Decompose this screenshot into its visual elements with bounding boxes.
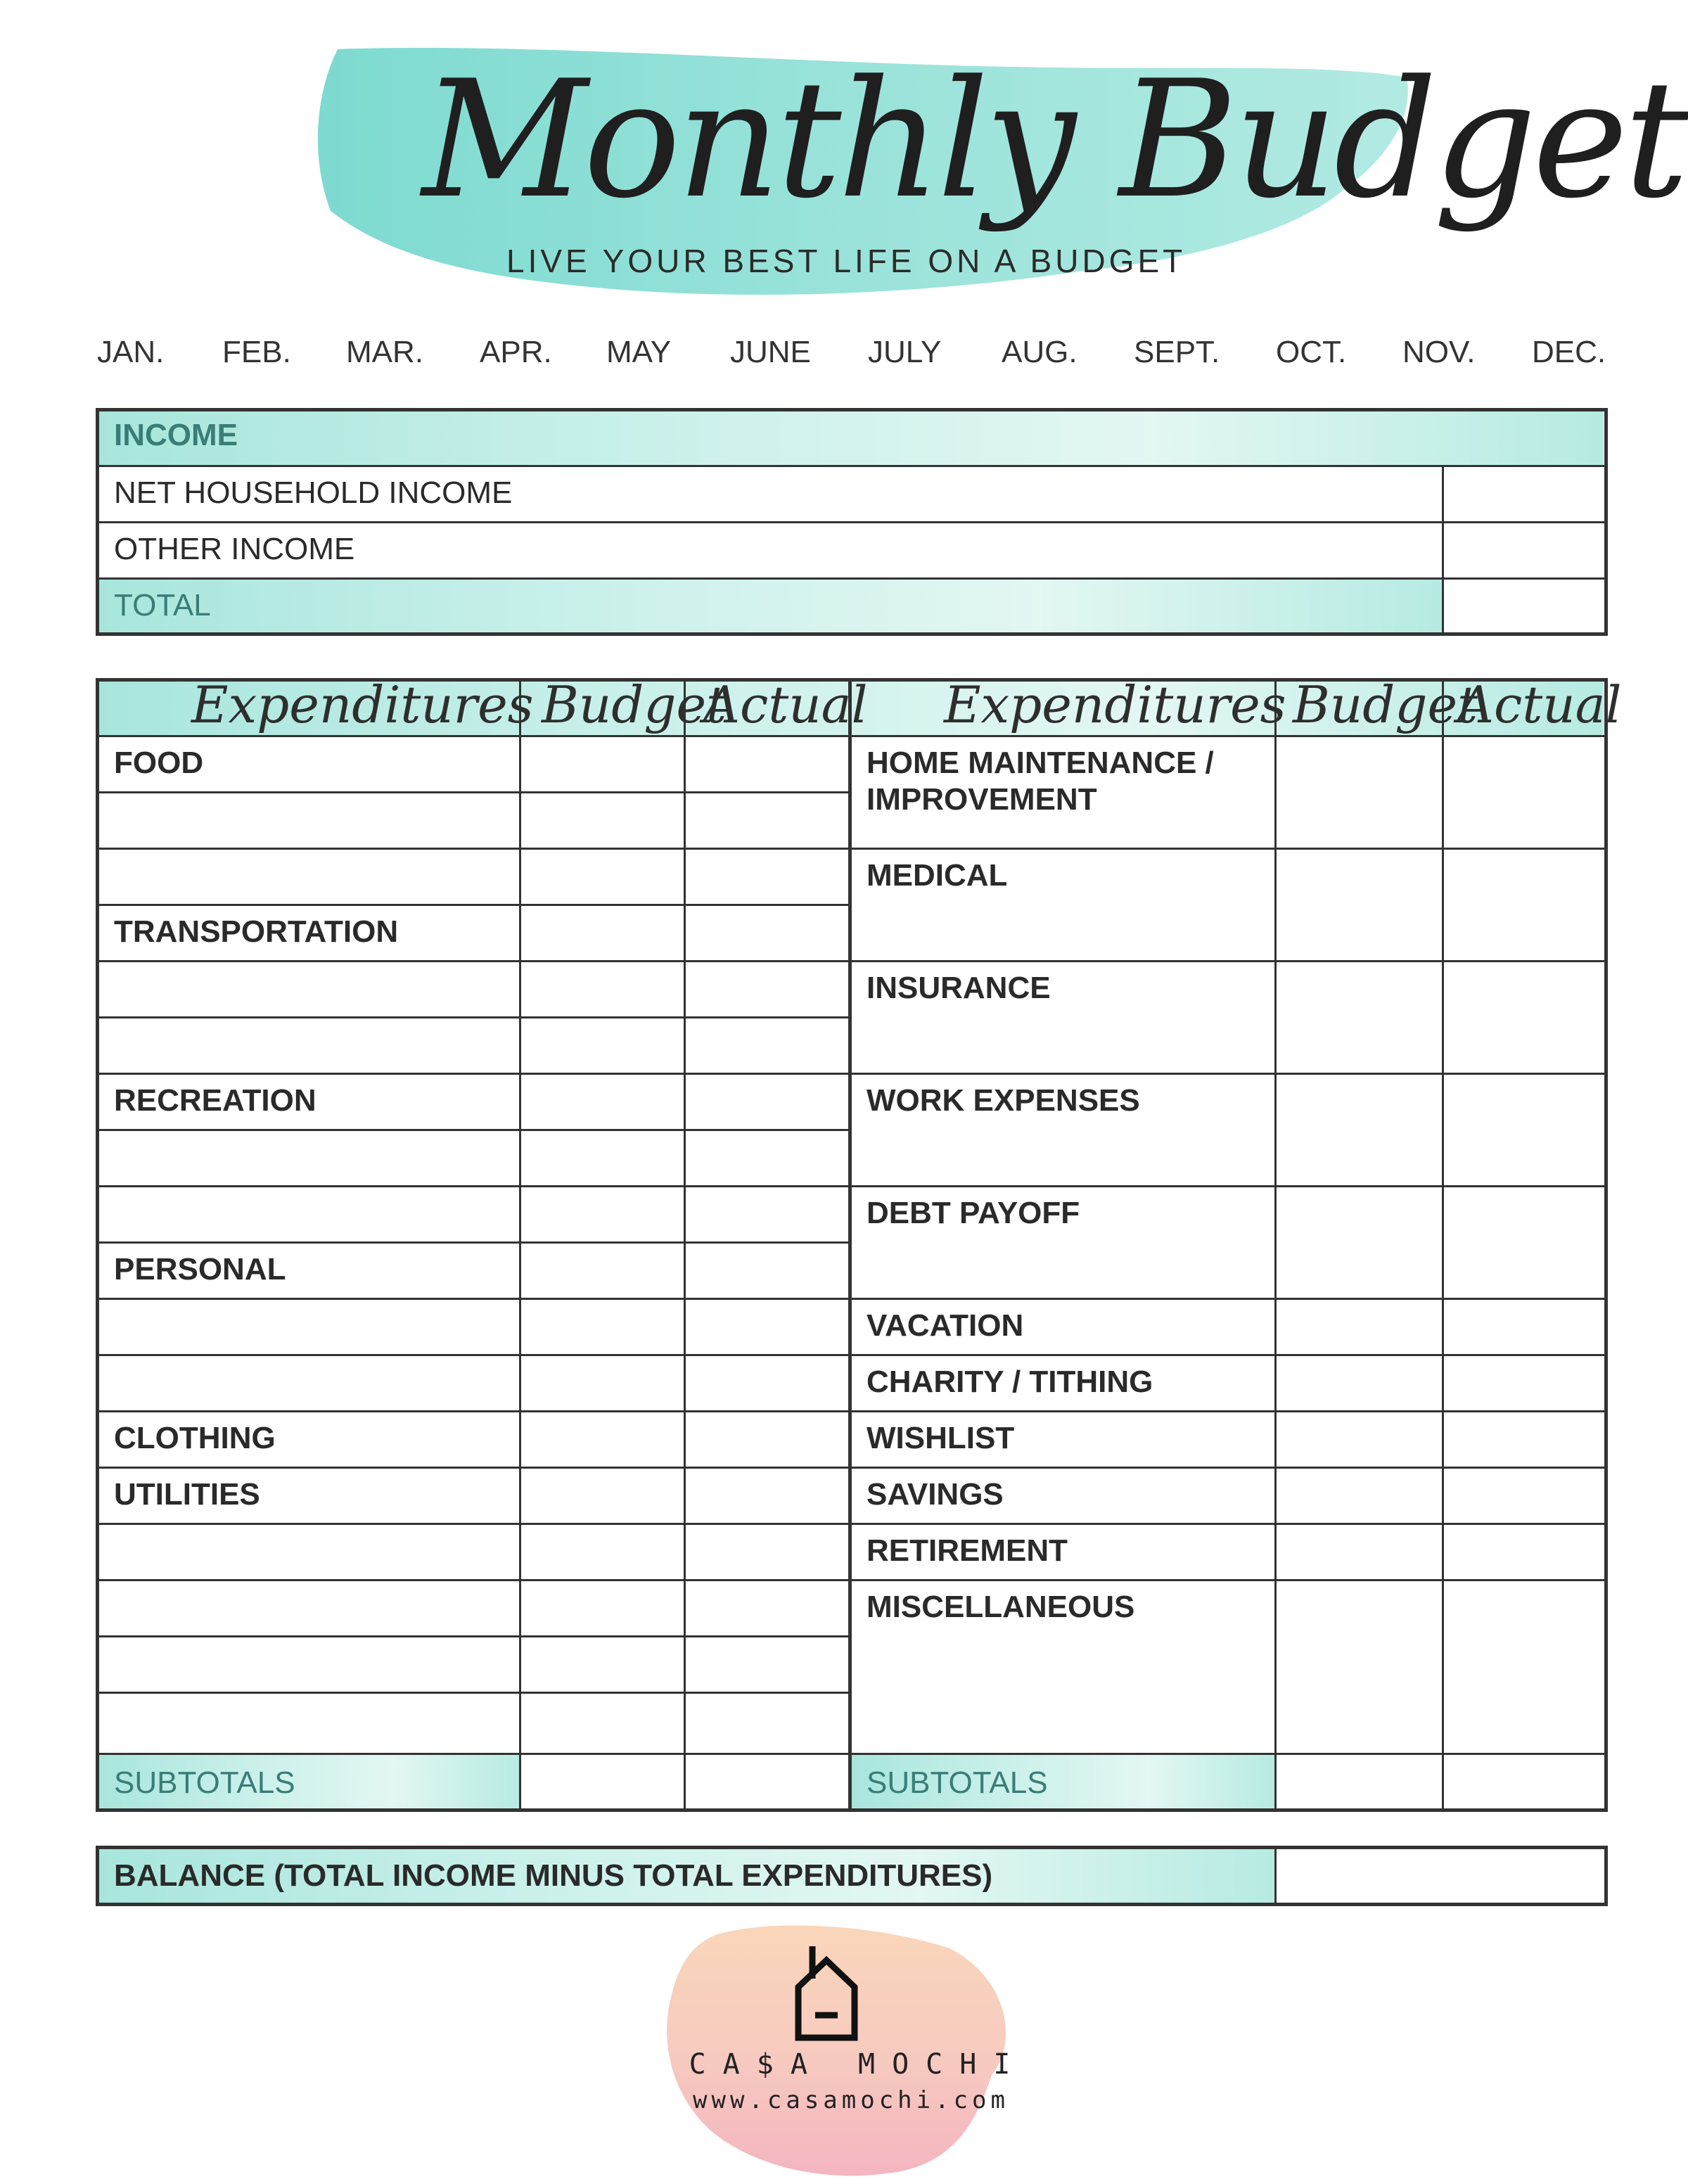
category-debt-payoff: DEBT PAYOFF [867, 1196, 1080, 1230]
row-divider [850, 1467, 1608, 1469]
right-budget-subtotal-field[interactable] [1277, 1755, 1441, 1808]
income-heading: INCOME [114, 418, 238, 452]
category-wishlist: WISHLIST [867, 1421, 1015, 1455]
row-divider [850, 1354, 1608, 1356]
balance-field[interactable] [1277, 1849, 1604, 1903]
month-apr[interactable]: APR. [480, 335, 552, 369]
row-divider [96, 577, 1608, 580]
month-mar[interactable]: MAR. [346, 335, 423, 369]
month-aug[interactable]: AUG. [1002, 335, 1078, 369]
left-expenditures-header: Expenditures [191, 675, 534, 734]
net-household-income-label: NET HOUSEHOLD INCOME [114, 475, 513, 510]
row-divider [96, 1467, 850, 1469]
row-divider [850, 1073, 1608, 1075]
month-oct[interactable]: OCT. [1276, 335, 1347, 369]
left-budget-header: Budget [542, 675, 727, 734]
balance-label: BALANCE (TOTAL INCOME MINUS TOTAL EXPENDITURES) [114, 1858, 993, 1893]
row-divider [96, 1635, 850, 1637]
income-total-field[interactable] [1445, 580, 1604, 632]
right-budget-header: Budget [1293, 675, 1478, 734]
brand-name: CA$A MOCHI [689, 2048, 1028, 2081]
month-may[interactable]: MAY [606, 335, 672, 369]
left-subtotals-label: SUBTOTALS [114, 1765, 295, 1800]
left-actual-subtotal-field[interactable] [686, 1755, 848, 1808]
category-insurance: INSURANCE [867, 971, 1051, 1005]
right-expenditures-header: Expenditures [944, 675, 1286, 734]
right-actual-header: Actual [1457, 675, 1622, 734]
row-divider [96, 1523, 850, 1525]
category-food: FOOD [114, 746, 204, 780]
row-divider [96, 1241, 850, 1244]
net-household-income-field[interactable] [1445, 468, 1604, 520]
row-divider [850, 1410, 1608, 1412]
page-title: Monthly Budget [422, 46, 1685, 234]
row-divider [96, 848, 850, 850]
category-savings: SAVINGS [867, 1477, 1004, 1512]
month-jul[interactable]: JULY [868, 335, 942, 369]
category-vacation: VACATION [867, 1308, 1024, 1343]
row-divider [96, 465, 1608, 467]
category-personal: PERSONAL [114, 1252, 286, 1286]
col-divider [1442, 465, 1444, 634]
category-retirement: RETIREMENT [867, 1533, 1068, 1568]
row-divider [850, 848, 1608, 850]
month-dec[interactable]: DEC. [1532, 335, 1606, 369]
category-home-improvement: IMPROVEMENT [867, 782, 1097, 817]
row-divider [96, 1692, 850, 1694]
category-charity-tithing: CHARITY / TITHING [867, 1365, 1153, 1399]
row-divider [850, 1523, 1608, 1525]
month-nov[interactable]: NOV. [1402, 335, 1476, 369]
brand-url[interactable]: www.casamochi.com [693, 2086, 1009, 2114]
category-clothing: CLOTHING [114, 1421, 276, 1455]
row-divider [96, 1579, 850, 1581]
category-work-expenses: WORK EXPENSES [867, 1083, 1140, 1118]
right-subtotals-label: SUBTOTALS [867, 1765, 1048, 1800]
page-subtitle: LIVE YOUR BEST LIFE ON A BUDGET [506, 243, 1187, 279]
house-logo-icon [784, 1945, 869, 2043]
row-divider [96, 1016, 850, 1018]
row-divider [96, 904, 850, 906]
category-miscellaneous: MISCELLANEOUS [867, 1590, 1135, 1624]
category-home-maintenance: HOME MAINTENANCE / [867, 746, 1214, 780]
left-actual-header: Actual [703, 675, 868, 734]
row-divider [96, 1298, 850, 1300]
category-medical: MEDICAL [867, 858, 1008, 893]
row-divider [96, 521, 1608, 523]
right-actual-subtotal-field[interactable] [1444, 1755, 1604, 1808]
row-divider [96, 960, 850, 962]
row-divider [96, 1129, 850, 1131]
category-recreation: RECREATION [114, 1083, 316, 1118]
row-divider [96, 1073, 850, 1075]
other-income-field[interactable] [1445, 524, 1604, 576]
row-divider [96, 735, 1608, 737]
row-divider [96, 791, 850, 793]
row-divider [96, 1410, 850, 1412]
row-divider [850, 1579, 1608, 1581]
other-income-label: OTHER INCOME [114, 532, 355, 566]
income-total-label: TOTAL [114, 588, 211, 622]
row-divider [850, 1298, 1608, 1300]
left-budget-subtotal-field[interactable] [521, 1755, 683, 1808]
row-divider [850, 960, 1608, 962]
category-transportation: TRANSPORTATION [114, 914, 399, 949]
row-divider [96, 1354, 850, 1356]
month-jun[interactable]: JUNE [730, 335, 811, 369]
row-divider [850, 1185, 1608, 1187]
month-jan[interactable]: JAN. [97, 335, 165, 369]
category-utilities: UTILITIES [114, 1477, 260, 1512]
month-sep[interactable]: SEPT. [1134, 335, 1220, 369]
month-feb[interactable]: FEB. [222, 335, 291, 369]
row-divider [96, 1185, 850, 1187]
